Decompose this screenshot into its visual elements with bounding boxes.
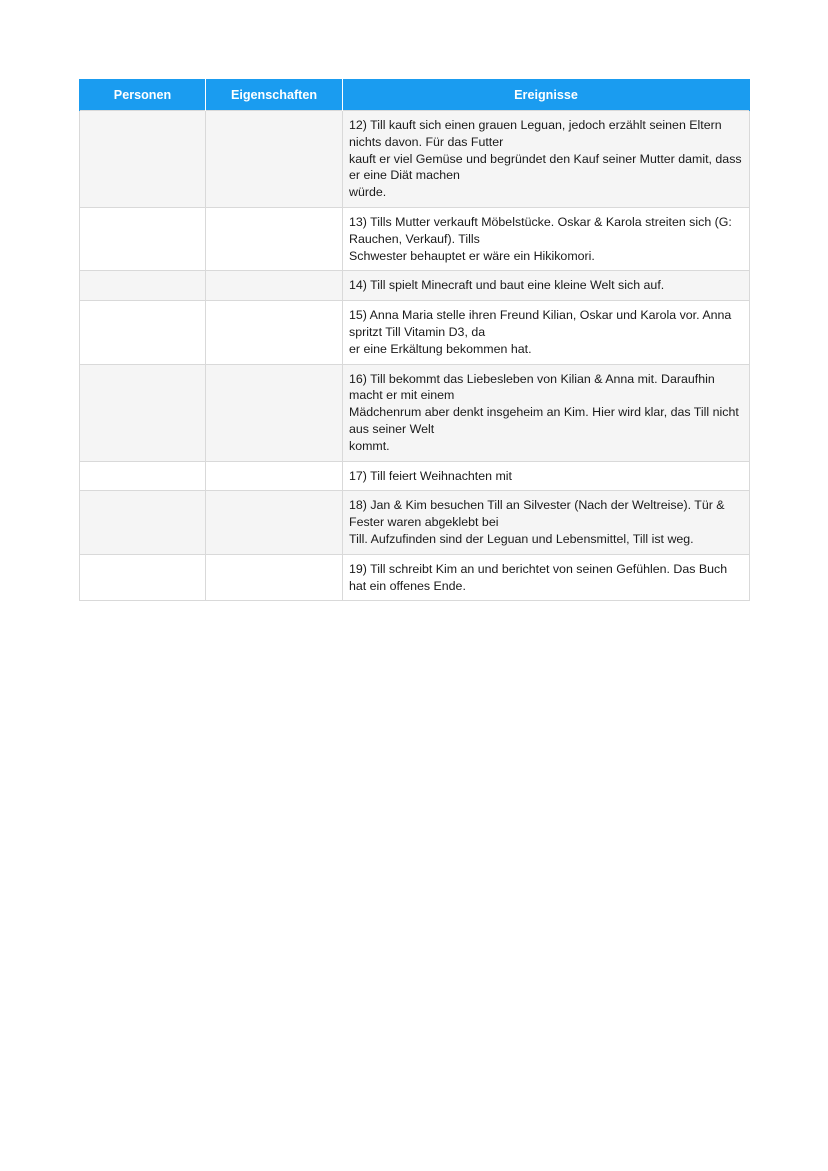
- table-body: [80, 111, 750, 601]
- header-eigenschaften: Eigenschaften: [206, 80, 343, 111]
- cell-ereignis: 17) Till feiert Weihnachten mit: [343, 461, 750, 491]
- table-row: [80, 207, 750, 270]
- table-row: [80, 491, 750, 554]
- cell-ereignis: 18) Jan & Kim besuchen Till an Silvester (Nach der Weltreise). Tür & Fester waren abgeklebt bei Till. Aufzufinden sind der Leguan und Lebensmittel, Till ist weg.: [343, 491, 750, 554]
- cell-eigenschaften: [206, 491, 343, 554]
- cell-eigenschaften: [206, 111, 343, 208]
- table-row: [80, 111, 750, 208]
- cell-personen: [80, 111, 206, 208]
- cell-personen: [80, 271, 206, 301]
- cell-eigenschaften: [206, 461, 343, 491]
- document-page: [79, 79, 749, 601]
- table-row: [80, 554, 750, 601]
- cell-ereignis: 14) Till spielt Minecraft und baut eine kleine Welt sich auf.: [343, 271, 750, 301]
- cell-ereignis: 19) Till schreibt Kim an und berichtet von seinen Gefühlen. Das Buch hat ein offenes Ende.: [343, 554, 750, 601]
- cell-personen: [80, 364, 206, 461]
- cell-eigenschaften: [206, 207, 343, 270]
- cell-personen: [80, 207, 206, 270]
- table-row: [80, 461, 750, 491]
- table-row: [80, 301, 750, 364]
- header-ereignisse: Ereignisse: [343, 80, 750, 111]
- cell-personen: [80, 461, 206, 491]
- cell-ereignis: 12) Till kauft sich einen grauen Leguan, jedoch erzählt seinen Eltern nichts davon. Für das Futter kauft er viel Gemüse und begründet den Kauf seiner Mutter damit, dass er eine Diät machen würde.: [343, 111, 750, 208]
- table-header: [80, 80, 750, 111]
- cell-personen: [80, 554, 206, 601]
- header-personen: Personen: [80, 80, 206, 111]
- cell-ereignis: 13) Tills Mutter verkauft Möbelstücke. Oskar & Karola streiten sich (G: Rauchen, Verkauf). Tills Schwester behauptet er wäre ein Hikikomori.: [343, 207, 750, 270]
- cell-personen: [80, 301, 206, 364]
- header-row: [80, 80, 750, 111]
- cell-eigenschaften: [206, 554, 343, 601]
- cell-ereignis: 15) Anna Maria stelle ihren Freund Kilian, Oskar und Karola vor. Anna spritzt Till Vitamin D3, da er eine Erkältung bekommen hat.: [343, 301, 750, 364]
- table-row: [80, 271, 750, 301]
- cell-ereignis: 16) Till bekommt das Liebesleben von Kilian & Anna mit. Daraufhin macht er mit einem Mädchenrum aber denkt insgeheim an Kim. Hier wird klar, das Till nicht aus seiner Welt kommt.: [343, 364, 750, 461]
- cell-personen: [80, 491, 206, 554]
- cell-eigenschaften: [206, 364, 343, 461]
- cell-eigenschaften: [206, 301, 343, 364]
- table-row: [80, 364, 750, 461]
- cell-eigenschaften: [206, 271, 343, 301]
- events-table: [79, 79, 750, 601]
